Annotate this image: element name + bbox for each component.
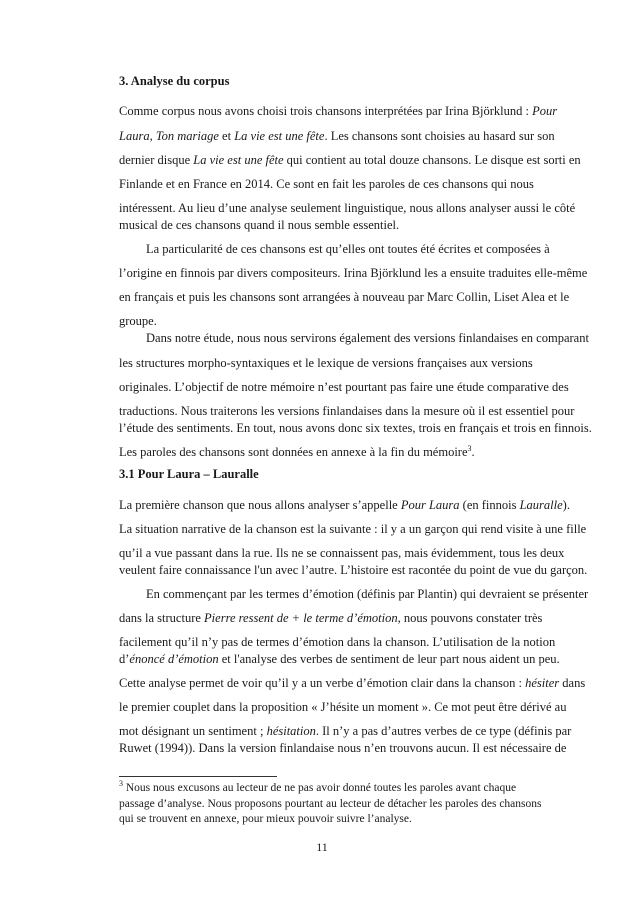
paragraph-line: mot désignant un sentiment ; hésitation. Il n’y a pas d’autres verbes de ce type (définis par <box>119 724 572 738</box>
paragraph-line: originales. L’objectif de notre mémoire n’est pourtant pas faire une étude comparative des <box>119 380 569 394</box>
page-number: 11 <box>316 840 328 854</box>
paragraph-line: dans la structure Pierre ressent de + le terme d’émotion, nous pouvons constater très <box>119 611 543 625</box>
paragraph-line: Laura, Ton mariage et La vie est une fête. Les chansons sont choisies au hasard sur son <box>119 129 555 143</box>
footnote-reference: 3 <box>467 443 472 453</box>
paragraph-line: intéressent. Au lieu d’une analyse seulement linguistique, nous allons analyser aussi le côté <box>119 201 576 215</box>
footnote-line: passage d’analyse. Nous proposons pourtant au lecteur de détacher les paroles des chansons <box>119 798 542 810</box>
subsection-heading: 3.1 Pour Laura – Lauralle <box>119 467 259 481</box>
paragraph-line: l’origine en finnois par divers compositeurs. Irina Björklund les a ensuite traduites elle-même <box>119 266 588 280</box>
paragraph-line: groupe. <box>119 314 157 328</box>
footnote-line: $^3$ Nous nous excusons au lecteur de ne pas avoir donné toutes les paroles avant chaque <box>119 779 517 794</box>
paragraph-line: en français et puis les chansons sont arrangées à nouveau par Marc Collin, Liset Alea et le <box>119 290 570 304</box>
paragraph-line: qu’il a vue passant dans la rue. Ils ne se connaissent pas, mais évidemment, tous les deux <box>119 546 565 560</box>
paragraph-line: Finlande et en France en 2014. Ce sont en fait les paroles de ces chansons qui nous <box>119 177 534 191</box>
paragraph-line: Cette analyse permet de voir qu’il y a un verbe d’émotion clair dans la chanson : hésiter dans <box>119 676 586 690</box>
paragraph-line: Comme corpus nous avons choisi trois chansons interprétées par Irina Björklund : Pour <box>119 104 558 118</box>
paragraph-line: Les paroles des chansons sont données en annexe à la fin du mémoire$^3$. <box>119 443 475 459</box>
paragraph-line: En commençant par les termes d’émotion (définis par Plantin) qui devraient se présenter <box>146 587 589 601</box>
paragraph-line: veulent faire connaissance l'un avec l’autre. L’histoire est racontée du point de vue du garçon. <box>119 563 588 577</box>
paragraph-line: musical de ces chansons quand il nous semble essentiel. <box>119 218 400 232</box>
paragraph-line: d’énoncé d’émotion et l'analyse des verbes de sentiment de leur part nous aident un peu. <box>119 652 560 666</box>
paragraph-line: l’étude des sentiments. En tout, nous avons donc six textes, trois en français et trois en finnois. <box>119 421 592 435</box>
paragraph-line: les structures morpho-syntaxiques et le lexique de versions françaises aux versions <box>119 356 533 370</box>
paragraph-line: traductions. Nous traiterons les versions finlandaises dans la mesure où il est essentiel pour <box>119 404 575 418</box>
paragraph-line: Dans notre étude, nous nous servirons également des versions finlandaises en comparant <box>146 331 589 345</box>
footnote-divider <box>119 776 277 777</box>
paragraph-line: le premier couplet dans la proposition « J’hésite un moment ». Ce mot peut être dérivé au <box>119 700 567 714</box>
footnote-line: qui se trouvent en annexe, pour mieux pouvoir suivre l’analyse. <box>119 813 412 825</box>
paragraph-line: La particularité de ces chansons est qu’elles ont toutes été écrites et composées à <box>146 242 550 256</box>
footnote-marker: 3 <box>119 779 123 789</box>
paragraph-line: facilement qu’il n’y pas de termes d’émotion dans la chanson. L’utilisation de la notion <box>119 635 556 649</box>
paragraph-line: La situation narrative de la chanson est la suivante : il y a un garçon qui rend visite à une fille <box>119 522 587 536</box>
paragraph-line: dernier disque La vie est une fête qui contient au total douze chansons. Le disque est sorti en <box>119 153 581 167</box>
paragraph-line: Ruwet (1994)). Dans la version finlandaise nous n’en trouvons aucun. Il est nécessaire de <box>119 741 567 755</box>
section-heading: 3. Analyse du corpus <box>119 74 230 88</box>
paragraph-line: La première chanson que nous allons analyser s’appelle Pour Laura (en finnois Lauralle). <box>119 498 570 512</box>
